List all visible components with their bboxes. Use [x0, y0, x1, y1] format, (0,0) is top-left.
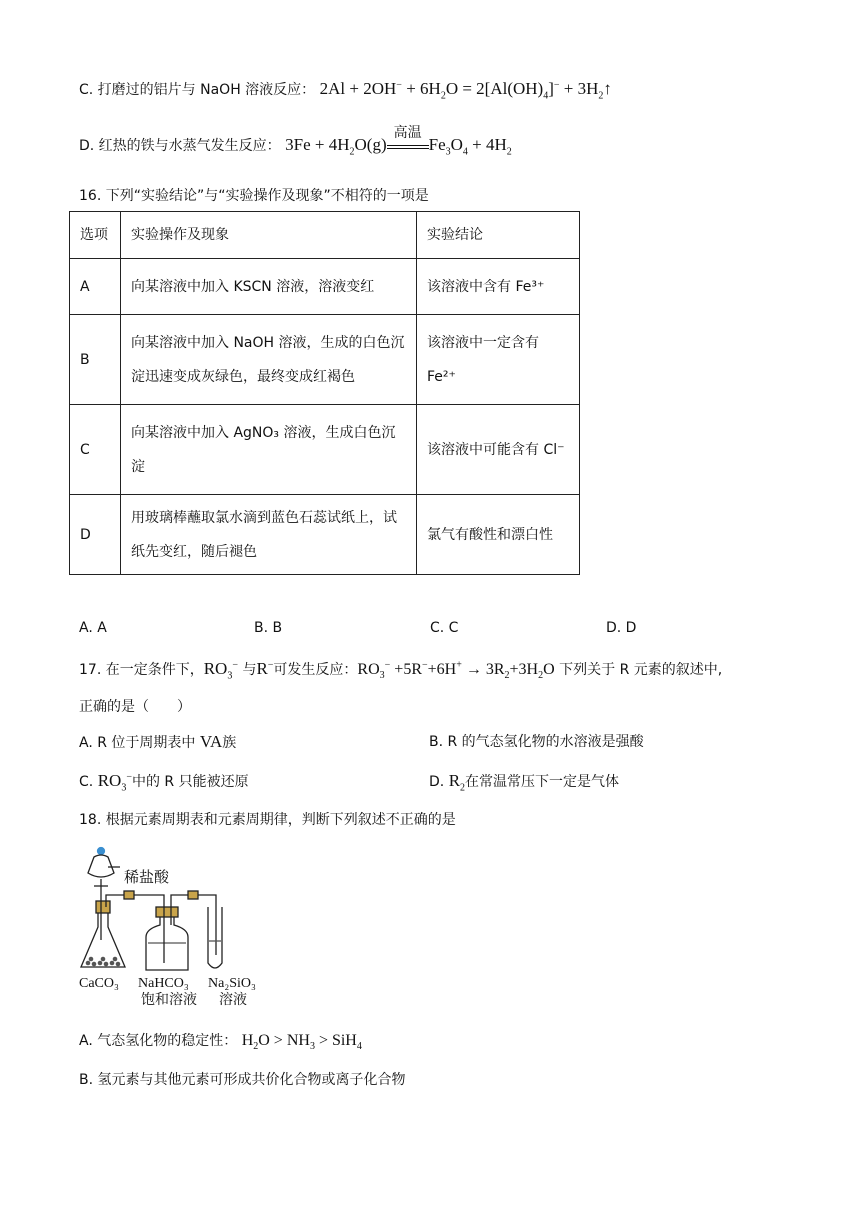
label-saturated-solution: 饱和溶液	[141, 992, 197, 1008]
label-caco3: CaCO₃	[79, 976, 119, 991]
q15-option-d-equation: $3Fe + 4H_2O(g)$ 高温 $Fe_3O_4 + 4H_2$	[285, 125, 512, 158]
bottle-stopper	[156, 907, 178, 917]
q17-option-c[interactable]	[79, 771, 249, 792]
q17-ion-ro3: $RO_3^-$	[203, 659, 238, 682]
q17-option-a[interactable]	[79, 732, 236, 753]
q17-group-va: VA	[199, 732, 223, 751]
q17-stem-b: 与	[242, 662, 257, 678]
header-conclusion: 实验结论	[417, 212, 580, 259]
flask-stopper	[96, 901, 110, 913]
q16-option-a[interactable]: A. A	[79, 620, 107, 636]
table-header-row	[70, 212, 580, 259]
label-solution: 溶液	[219, 992, 247, 1008]
row-option: D	[70, 495, 121, 575]
row-option: C	[70, 405, 121, 495]
q17-option-d[interactable]	[429, 771, 619, 792]
q17-option-b[interactable]: B. R 的气态氢化物的水溶液是强酸	[429, 734, 644, 750]
separatory-funnel	[88, 855, 114, 877]
label-na2sio3: Na₂SiO₃	[208, 976, 256, 991]
row-conclusion: 该溶液中含有 Fe³⁺	[417, 259, 580, 315]
row-operation: 向某溶液中加入 NaOH 溶液，生成的白色沉淀迅速变成灰绿色，最终变成红褐色	[121, 315, 417, 405]
q16-option-d[interactable]: D. D	[606, 620, 637, 636]
q17-option-c-text: 中的 R 只能被还原	[131, 774, 249, 790]
row-operation: 用玻璃棒蘸取氯水滴到蓝色石蕊试纸上，试纸先变红，随后褪色	[121, 495, 417, 575]
q15-option-d	[79, 125, 512, 158]
q17-option-d-species: $R_2$	[448, 771, 466, 794]
q17-stem-d: 下列关于 R 元素的叙述中,	[559, 662, 723, 678]
q17-stem-a: 17. 在一定条件下，	[79, 662, 204, 678]
q18-option-a[interactable]	[79, 1031, 362, 1051]
q17-ion-r: R−	[256, 659, 274, 678]
q18-option-a-text: A. 气态氢化物的稳定性：	[79, 1033, 238, 1049]
table-row	[70, 315, 580, 405]
test-tube	[208, 907, 222, 968]
q18-option-a-formula: $H_2O > NH_3 > SiH_4$	[241, 1032, 362, 1053]
apparatus-figure	[76, 845, 286, 1015]
q15-option-c-equation: $2Al + 2OH^- + 6H_2O = 2[Al(OH)_4]^-$ + $3H_2↑$	[319, 79, 612, 102]
label-dilute-hcl: 稀盐酸	[124, 868, 170, 886]
row-option: A	[70, 259, 121, 315]
reaction-condition: 高温	[393, 125, 422, 142]
table-row	[70, 405, 580, 495]
q15-option-d-text: D. 红热的铁与水蒸气发生反应：	[79, 138, 281, 154]
label-nahco3: NaHCO₃	[138, 976, 189, 991]
row-conclusion: 氯气有酸性和漂白性	[417, 495, 580, 575]
row-operation: 向某溶液中加入 KSCN 溶液，溶液变红	[121, 259, 417, 315]
row-conclusion: 该溶液中一定含有 Fe²⁺	[417, 315, 580, 405]
q17-option-d-label: D.	[429, 774, 445, 790]
q17-stem-line2: 正确的是（ ）	[79, 699, 191, 715]
q17-option-a-text: A. R 位于周期表中	[79, 735, 196, 751]
row-option: B	[70, 315, 121, 405]
q16-table	[69, 211, 580, 575]
q16-stem: 16. 下列“实验结论”与“实验操作及现象”不相符的一项是	[79, 188, 429, 204]
row-operation: 向某溶液中加入 AgNO₃ 溶液，生成白色沉淀	[121, 405, 417, 495]
q17-equation: $RO_3^- +5R^-+6H^+ \to 3R_2+3H_2O$	[357, 659, 555, 682]
q16-option-b[interactable]: B. B	[254, 620, 283, 636]
table-row	[70, 495, 580, 575]
q17-option-a-text2: 族	[222, 735, 237, 751]
header-option: 选项	[70, 212, 121, 259]
q16-option-c[interactable]: C. C	[430, 620, 459, 636]
q17-option-c-label: C.	[79, 774, 94, 790]
q17-option-c-ion: $RO_3^-$	[97, 771, 132, 794]
q15-option-c	[79, 79, 612, 100]
row-conclusion: 该溶液中可能含有 Cl⁻	[417, 405, 580, 495]
funnel-stopper	[98, 848, 105, 855]
calcium-carbonate-granules	[86, 957, 121, 967]
table-row	[70, 259, 580, 315]
q17-stem-c: 可发生反应：	[273, 662, 358, 678]
q17-option-d-text: 在常温常压下一定是气体	[465, 774, 620, 790]
header-operation: 实验操作及现象	[121, 212, 417, 259]
q18-option-b[interactable]: B. 氢元素与其他元素可形成共价化合物或离子化合物	[79, 1072, 406, 1088]
q15-option-c-text: C. 打磨过的铝片与 NaOH 溶液反应：	[79, 82, 316, 98]
q18-stem: 18. 根据元素周期表和元素周期律，判断下列叙述不正确的是	[79, 812, 456, 828]
q17-stem	[79, 659, 722, 680]
